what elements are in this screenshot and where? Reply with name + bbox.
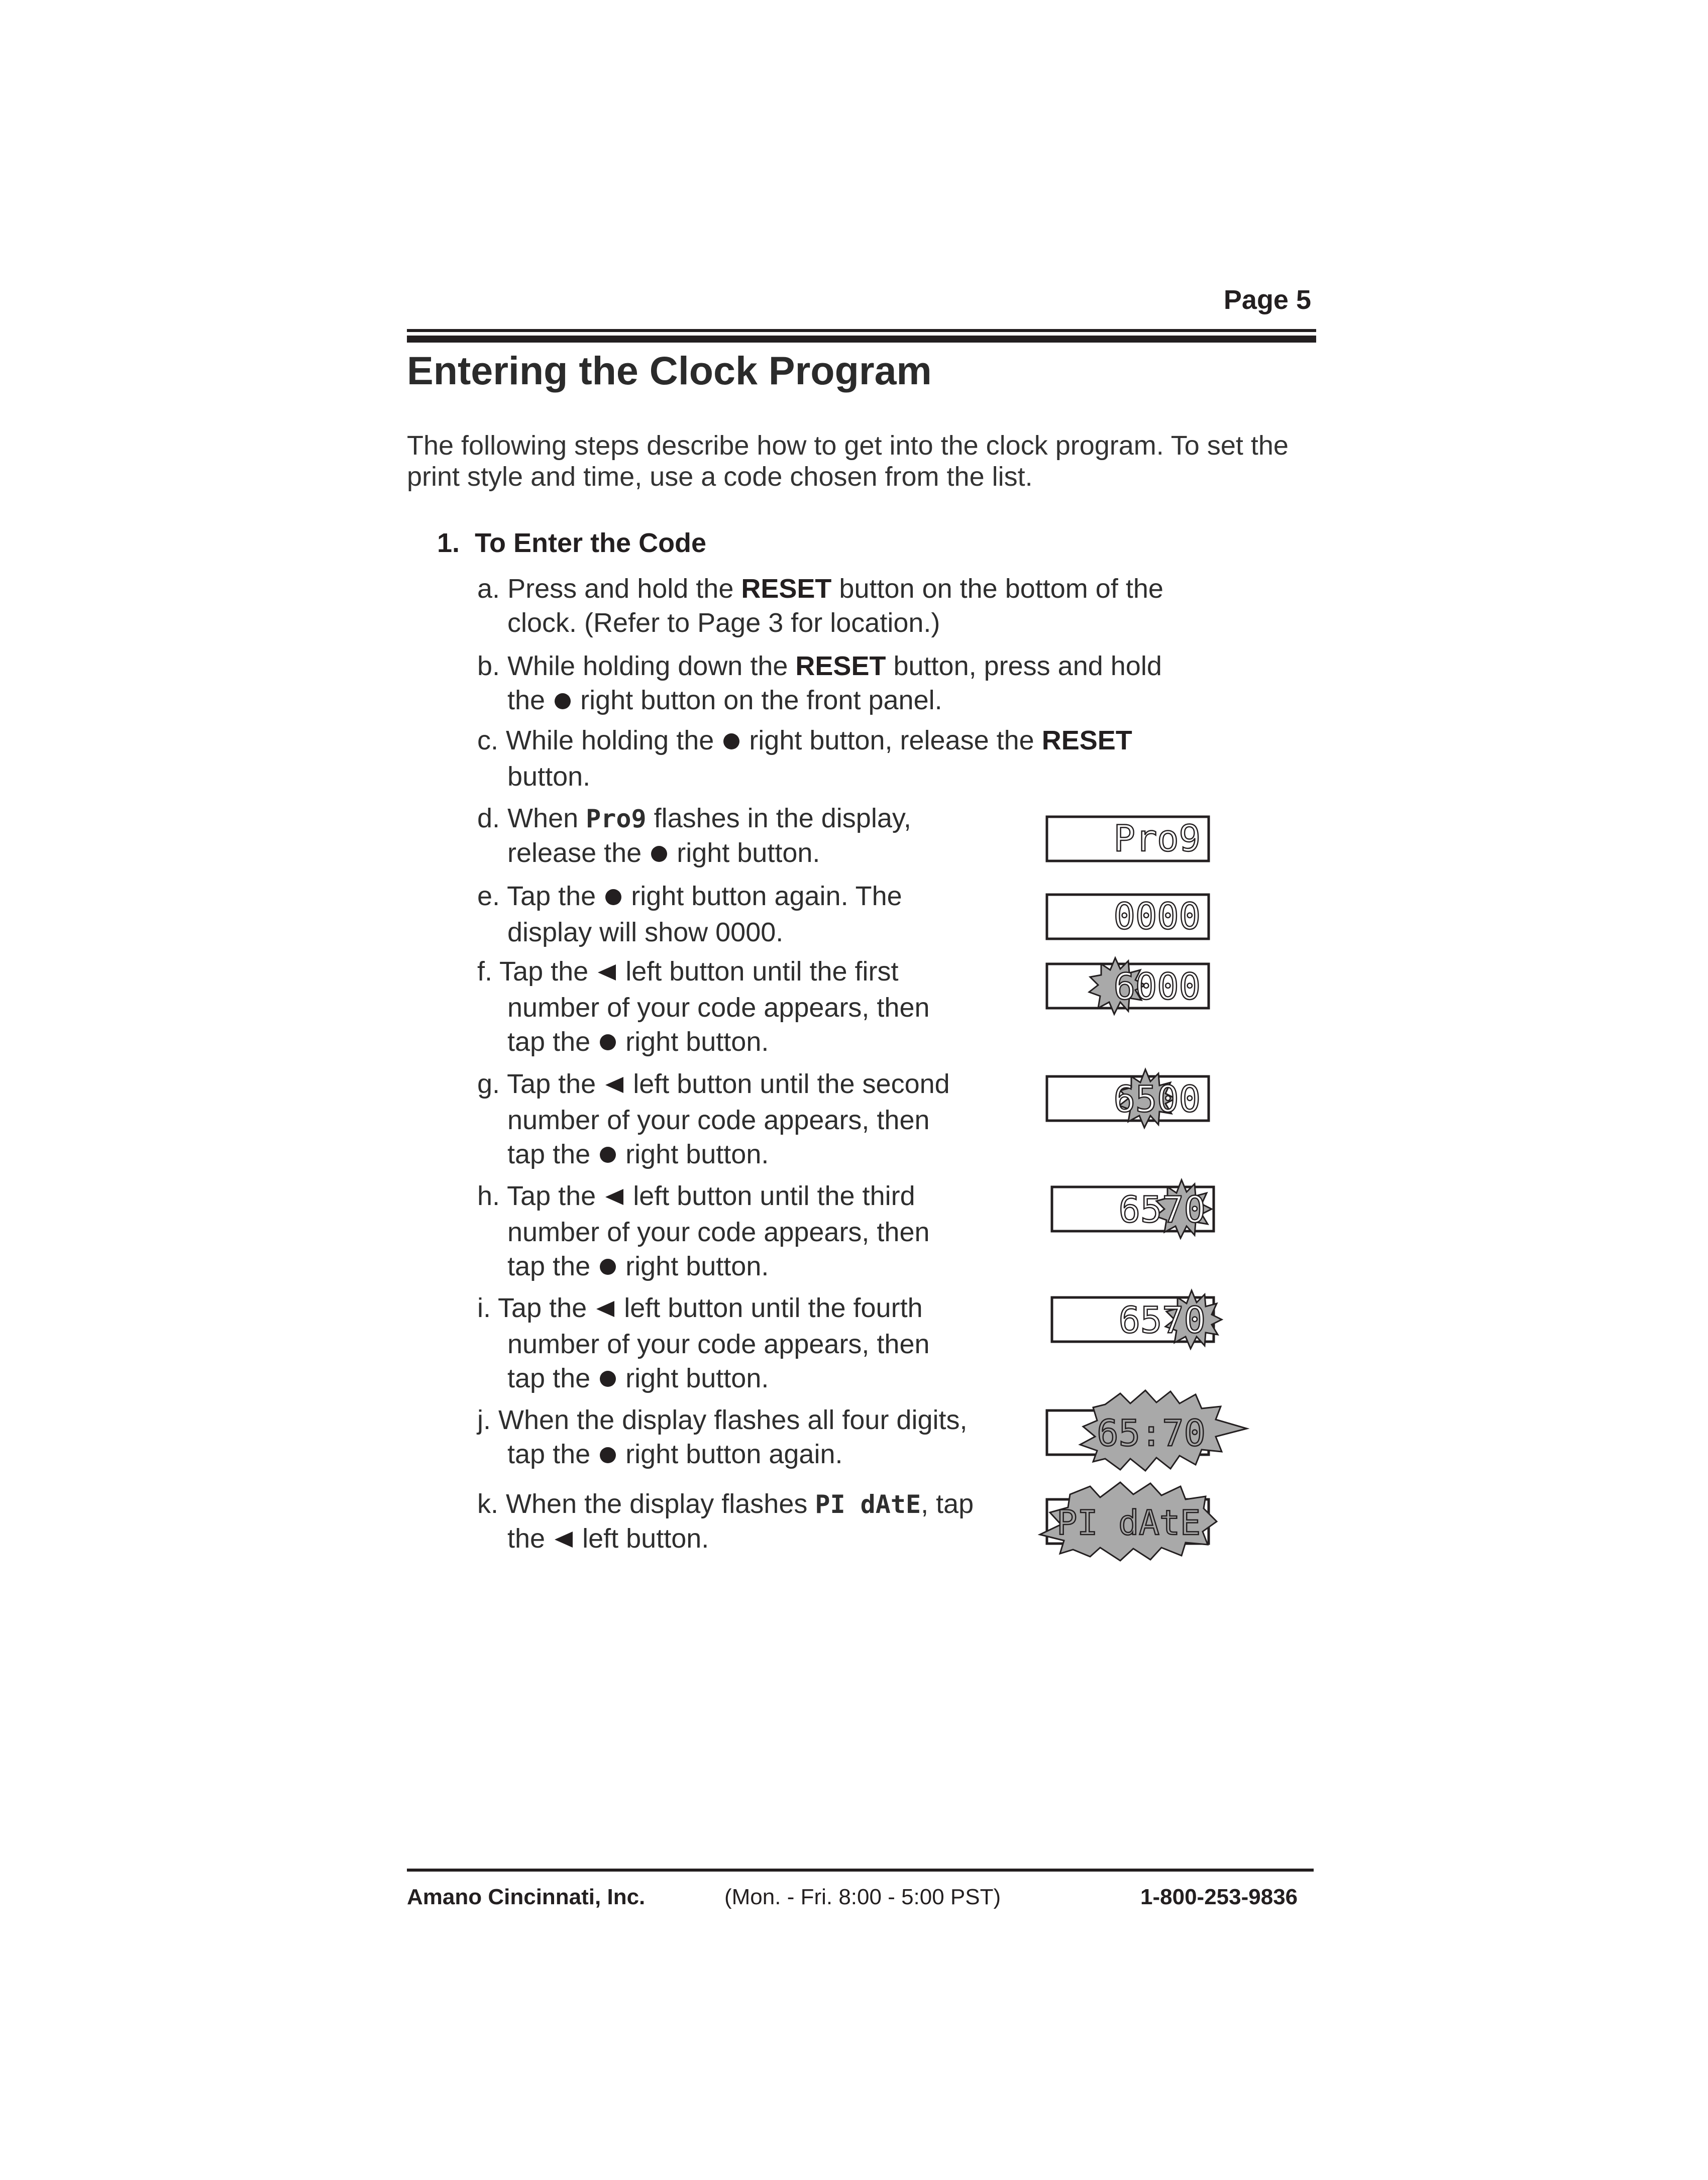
step-letter: j. — [477, 1405, 491, 1435]
step-text: number of your code appears, then — [507, 1105, 930, 1135]
lcd-display-third-digit — [1050, 1173, 1226, 1248]
lcd-display-second-digit — [1045, 1062, 1221, 1138]
step-text: the — [507, 685, 546, 715]
step-letter: b. — [477, 651, 500, 681]
step-text: While holding down the — [507, 651, 796, 681]
lcd-display-zeros — [1045, 892, 1221, 947]
lcd-text: 65:70 — [1097, 1412, 1206, 1454]
right-button-icon — [598, 1026, 618, 1060]
lcd-prog-word: Pro9 — [586, 804, 647, 833]
step-text: flashes in the display, — [646, 803, 911, 833]
step-text: right button. — [677, 838, 820, 868]
step-text: Tap the — [507, 1069, 596, 1099]
right-button-icon — [553, 685, 573, 719]
step-text: number of your code appears, then — [507, 1329, 930, 1359]
step-text: button, press and hold — [886, 651, 1162, 681]
step-letter: h. — [477, 1181, 500, 1211]
step-c — [477, 723, 1132, 794]
right-button-icon — [598, 1363, 618, 1397]
step-text: release the — [507, 838, 642, 868]
step-text: left button. — [582, 1523, 709, 1554]
step-text: the — [507, 1523, 546, 1554]
step-a — [477, 572, 1163, 640]
step-b — [477, 649, 1162, 719]
step-text: tap the — [507, 1251, 591, 1281]
lcd-text: 0000 — [1113, 895, 1201, 937]
step-text: tap the — [507, 1439, 591, 1469]
section-title — [437, 527, 706, 559]
step-j — [477, 1403, 968, 1473]
header-rule-thin — [407, 329, 1316, 332]
step-text: right button on the front panel. — [580, 685, 942, 715]
step-e — [477, 879, 902, 949]
lcd-display-prog — [1045, 814, 1221, 869]
footer-company: Amano Cincinnati, Inc. — [407, 1885, 646, 1909]
page-title: Entering the Clock Program — [407, 348, 932, 393]
step-letter: c. — [477, 725, 499, 755]
right-button-icon — [598, 1439, 618, 1473]
step-text: number of your code appears, then — [507, 992, 930, 1023]
right-button-icon — [598, 1139, 618, 1173]
lcd-text: 6000 — [1113, 965, 1201, 1008]
step-text: right button. — [625, 1139, 769, 1169]
step-text: right button. — [625, 1363, 769, 1393]
step-text: right button again. — [625, 1439, 843, 1469]
step-text: tap the — [507, 1026, 591, 1057]
step-text: left button until the fourth — [624, 1293, 923, 1323]
step-f — [477, 954, 930, 1060]
step-text: button on the bottom of the — [831, 574, 1163, 604]
right-button-icon — [603, 881, 623, 915]
step-g — [477, 1067, 950, 1173]
step-k — [477, 1487, 974, 1558]
lcd-text: 6570 — [1118, 1188, 1206, 1231]
step-text: , tap — [921, 1489, 974, 1519]
lcd-text: PI dAtE — [1056, 1503, 1201, 1543]
header-rule-thick — [407, 336, 1316, 343]
footer-hours: (Mon. - Fri. 8:00 - 5:00 PST) — [724, 1885, 1001, 1909]
step-text: Tap the — [499, 956, 589, 987]
step-text: right button. — [625, 1026, 769, 1057]
left-button-icon — [603, 1069, 625, 1103]
left-button-icon — [594, 1293, 616, 1327]
step-letter: d. — [477, 803, 500, 833]
left-button-icon — [553, 1523, 575, 1558]
step-text: When the display flashes all four digits, — [498, 1405, 968, 1435]
right-button-icon — [598, 1251, 618, 1285]
section-number: 1. — [437, 528, 460, 558]
step-text: Tap the — [507, 1181, 596, 1211]
footer-rule — [407, 1869, 1314, 1872]
footer-phone: 1-800-253-9836 — [1140, 1885, 1298, 1909]
lcd-display-all-digits — [1045, 1386, 1256, 1477]
lcd-text: 6500 — [1113, 1078, 1201, 1120]
step-text: right button, release the — [749, 725, 1042, 755]
section-title-text: To Enter the Code — [475, 528, 707, 558]
step-text: left button until the second — [633, 1069, 950, 1099]
lcd-display-pi-date — [1035, 1479, 1246, 1565]
step-text: clock. (Refer to Page 3 for location.) — [507, 608, 940, 638]
lcd-text: 6570 — [1118, 1299, 1206, 1341]
step-letter: k. — [477, 1489, 499, 1519]
step-text: Tap the — [498, 1293, 587, 1323]
left-button-icon — [603, 1181, 625, 1215]
step-text: left button until the first — [625, 956, 899, 987]
step-d — [477, 801, 911, 872]
step-text: tap the — [507, 1363, 591, 1393]
lcd-text: Pro9 — [1113, 817, 1201, 859]
step-text: When the display flashes — [506, 1489, 815, 1519]
right-button-icon — [721, 725, 741, 759]
step-text: When — [507, 803, 586, 833]
lcd-display-fourth-digit — [1050, 1283, 1226, 1359]
step-h — [477, 1179, 930, 1285]
step-letter: f. — [477, 956, 493, 987]
step-text: display will show 0000. — [507, 917, 784, 947]
reset-keyword: RESET — [795, 651, 886, 681]
step-letter: a. — [477, 574, 500, 604]
step-letter: i. — [477, 1293, 491, 1323]
step-text: button. — [507, 761, 591, 792]
reset-keyword: RESET — [1041, 725, 1132, 755]
step-text: While holding the — [506, 725, 714, 755]
step-text: Tap the — [507, 881, 596, 911]
intro-paragraph: The following steps describe how to get into the clock program. To set the print style and time, use a code chosen from the list. — [407, 430, 1289, 492]
step-text: right button again. The — [631, 881, 902, 911]
step-text: tap the — [507, 1139, 591, 1169]
step-text: left button until the third — [633, 1181, 915, 1211]
step-i — [477, 1291, 930, 1397]
step-text: number of your code appears, then — [507, 1217, 930, 1247]
step-letter: e. — [477, 881, 500, 911]
right-button-icon — [649, 838, 669, 872]
reset-keyword: RESET — [741, 574, 832, 604]
lcd-display-first-digit — [1045, 952, 1221, 1022]
step-text: Press and hold the — [507, 574, 741, 604]
lcd-pi-date-word: PI dAtE — [815, 1490, 921, 1519]
left-button-icon — [596, 956, 618, 991]
step-letter: g. — [477, 1069, 500, 1099]
step-text: right button. — [625, 1251, 769, 1281]
page-number: Page 5 — [1223, 285, 1311, 315]
